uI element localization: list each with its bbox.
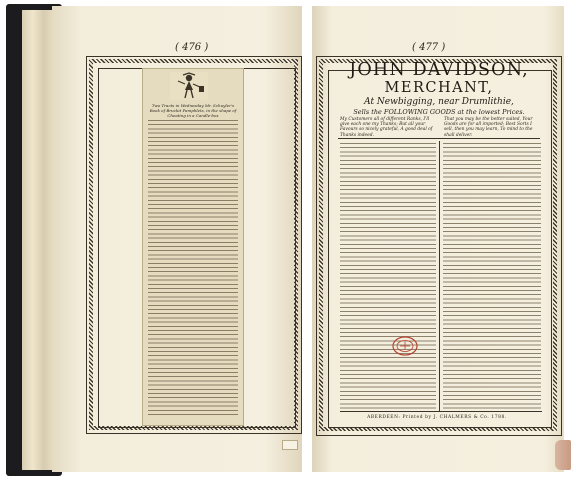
page-gutter (302, 0, 312, 480)
merchant-name: JOHN DAVIDSON, (349, 60, 529, 80)
merchant-tagline: Sells the FOLLOWING GOODS at the lowest Prices. (353, 108, 525, 116)
right-page-number: ( 477 ) (412, 42, 446, 53)
merchant-title: MERCHANT, (384, 80, 494, 96)
divider-rule (338, 138, 540, 139)
hand-holding-page (555, 440, 571, 470)
merchant-location: At Newbigging, near Drumlithie, (364, 97, 514, 107)
left-page-number: ( 476 ) (175, 42, 209, 53)
woodcut-figure-icon (170, 72, 208, 100)
bottom-rule (340, 411, 542, 412)
column-divider (439, 141, 440, 411)
clipping-title: Two Tracts in Wednesday Mr. Schuyler's Book of Bruckit Pamphlets, in the shape of Cheating in a Candle-box (149, 103, 237, 118)
goods-list-left (340, 143, 436, 411)
couplet-right: That you may be the better suited, Your Goods are for all imported; Best Sorts I sell, then you may learn, To mind to the shall deliver. (444, 117, 533, 138)
couplet-left: My Customers all of different Ranks, I'll give each one my Thanks; But all your Favours so nicely grateful, A good deal of Thanks indeed. (340, 117, 433, 138)
goods-list-right (443, 143, 541, 411)
clipping-body-text (148, 120, 238, 418)
library-stamp-icon (392, 336, 418, 356)
printer-imprint: ABERDEEN: Printed by J. CHALMERS & Co. 1788. (367, 415, 507, 420)
paper-flag (282, 440, 298, 450)
